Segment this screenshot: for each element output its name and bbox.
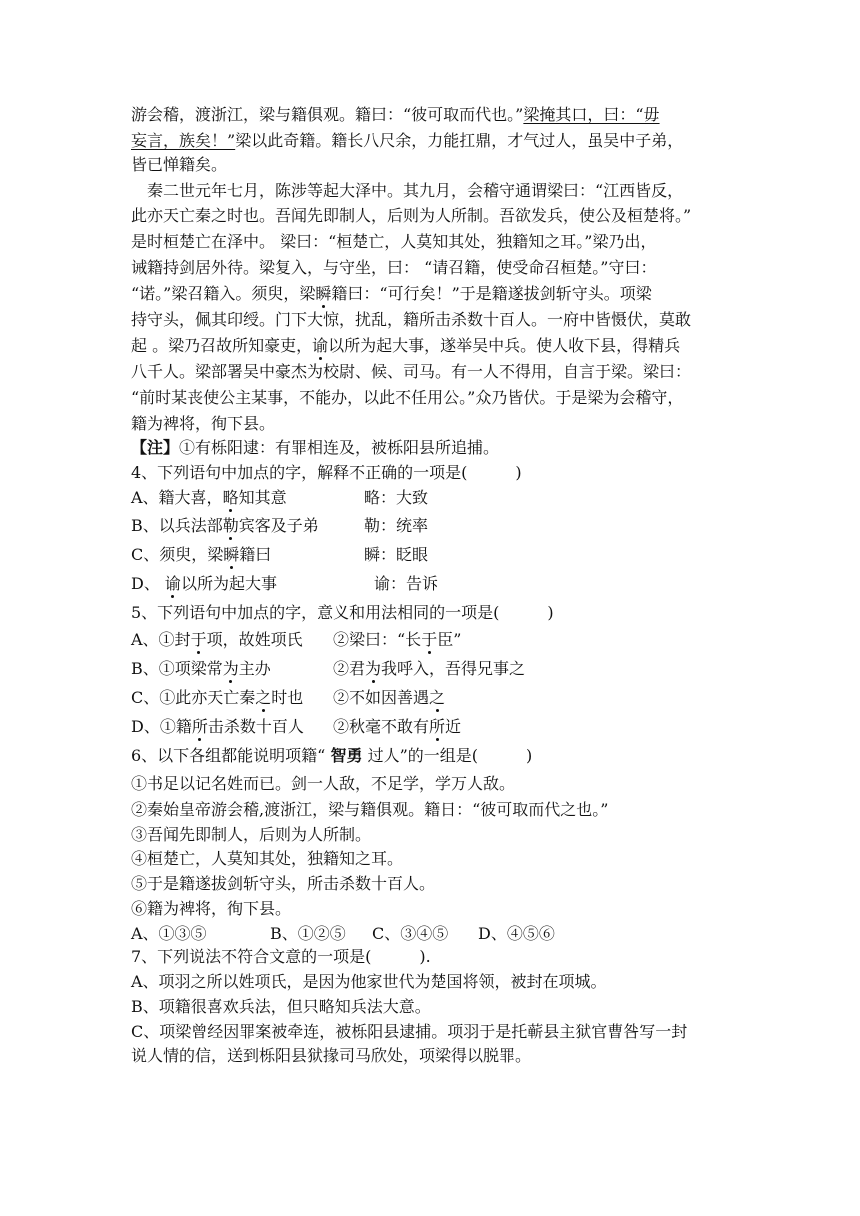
dotted-character: 谕: [164, 574, 181, 593]
option-text: 我呼入，吾得兄事之: [381, 659, 526, 678]
underlined-text: 梁掩其口，曰：“毋: [523, 105, 660, 124]
q7-option-c: C、项梁曾经因罪案被牵连，被栎阳县逮捕。项羽于是托蕲县主狱官曹咎写一封: [131, 1022, 688, 1041]
question-6-stem: [131, 745, 532, 767]
passage-line: “前时某丧使公主某事，不能办，以此不任用公。”众乃皆伏。于是梁为会稽守，: [131, 388, 684, 407]
passage-line: 秦二世元年七月，陈涉等起大泽中。其九月，会稽守通谓梁曰：“江西皆反，: [131, 181, 684, 200]
dotted-character: 所: [429, 717, 446, 736]
q4-option-c: [131, 544, 271, 566]
passage-line: [131, 335, 680, 357]
option-text: C、①此亦天亡秦: [131, 688, 256, 707]
passage-text: 籍曰：“可行矣！”于是籍遂拔剑斩守头。项梁: [331, 284, 652, 303]
dotted-character: 为: [365, 659, 382, 678]
q4-option-a: [131, 487, 287, 509]
passage-line: 籍为裨将，徇下县。: [131, 414, 276, 433]
q6-option-c: C、③④⑤: [372, 924, 449, 943]
passage-text: “诺。”梁召籍入。须臾，梁: [131, 284, 316, 303]
dotted-character: 之: [429, 688, 446, 707]
option-text: 近: [445, 717, 462, 736]
bold-phrase: 智勇: [330, 746, 363, 765]
option-text: ②君: [333, 659, 366, 678]
dotted-character: 略: [222, 488, 239, 507]
option-text: 以所为起大事: [180, 574, 277, 593]
passage-line: 皆已惮籍矣。: [131, 155, 228, 174]
q6-option-a: A、①③⑤: [131, 924, 207, 943]
q5-option-b: [131, 658, 271, 680]
passage-line: 此亦天亡秦之时也。吾闻先即制人，后则为人所制。吾欲发兵，使公及桓楚将。”: [131, 206, 692, 225]
passage-line: 是时桓楚亡在泽中。 梁曰：“桓楚亡，人莫知其处，独籍知之耳。”梁乃出，: [131, 232, 657, 251]
option-text: 宾客及子弟: [238, 516, 319, 535]
q5-option-b-second: [333, 658, 525, 680]
q4-gloss-b: 勒：统率: [364, 516, 429, 535]
option-text: C、须臾，梁: [131, 545, 224, 564]
dotted-character: 之: [255, 688, 272, 707]
q7-option-c-cont: 说人情的信，送到栎阳县狱掾司马欣处，项梁得以脱罪。: [131, 1046, 532, 1065]
passage-text: 游会稽，渡浙江，梁与籍俱观。籍曰：“彼可取而代也。”: [131, 105, 524, 124]
passage-line: [131, 283, 652, 305]
q4-gloss-d: 谕：告诉: [374, 574, 439, 593]
question-4-stem: 4、下列语句中加点的字，解释不正确的一项是( ): [131, 463, 522, 482]
dotted-character: 勒: [222, 516, 239, 535]
option-text: 击杀数十百人: [207, 717, 304, 736]
question-text: 过人”的一组是( ): [367, 746, 533, 765]
q6-option-b: B、①②⑤: [270, 924, 346, 943]
dotted-character: 于: [421, 630, 438, 649]
q5-option-c: [131, 687, 303, 709]
option-text: D、①籍: [131, 717, 192, 736]
q7-option-b: B、项籍很喜欢兵法，但只略知兵法大意。: [131, 997, 431, 1016]
q6-item: ⑤于是籍遂拔剑斩守头，所击杀数十百人。: [131, 874, 436, 893]
option-text: A、籍大喜，: [131, 488, 223, 507]
q5-option-c-second: [333, 687, 445, 709]
note-tag: 【注】: [131, 438, 180, 457]
q5-option-d: [131, 716, 304, 738]
q5-option-d-second: [333, 716, 461, 738]
passage-text: 梁以此奇籍。籍长八尺余，力能扛鼎，才气过人，虽吴中子弟，: [235, 131, 684, 150]
question-5-stem: 5、下列语句中加点的字，意义和用法相同的一项是( ): [131, 603, 554, 622]
option-text: D、: [131, 574, 165, 593]
q5-option-a-second: [333, 629, 461, 651]
q4-option-d: [131, 573, 277, 595]
q6-item: ②秦始皇帝游会稽,渡浙江，梁与籍俱观。籍日：“彼可取而代之也。”: [131, 800, 609, 819]
passage-text: 以所为起大事，遂举吴中兵。使人收下县，得精兵: [328, 336, 681, 355]
q6-item: ①书足以记名姓而已。剑一人敌，不足学，学万人敌。: [131, 774, 516, 793]
option-text: 知其意: [238, 488, 287, 507]
option-text: ②不如因善遇: [333, 688, 430, 707]
dotted-character: 为: [222, 659, 239, 678]
note-line: [131, 437, 499, 459]
dotted-character: 所: [191, 717, 208, 736]
q6-item: ③吾闻先即制人，后则为人所制。: [131, 825, 372, 844]
option-text: A、①封: [131, 630, 191, 649]
passage-text: 起 。梁乃召故所知豪吏，: [131, 336, 313, 355]
option-text: 主办: [238, 659, 271, 678]
option-text: 臣”: [437, 630, 462, 649]
question-7-stem: 7、下列说法不符合文意的一项是( ).: [131, 947, 431, 966]
q6-option-d: D、④⑤⑥: [478, 924, 555, 943]
passage-line: 持守头，佩其印绶。门下大惊，扰乱，籍所击杀数十百人。一府中皆慑伏，莫敢: [131, 310, 692, 329]
note-text: ①有栎阳逮：有罪相连及，被栎阳县所追捕。: [179, 438, 500, 457]
passage-line: 八千人。梁部署吴中豪杰为校尉、候、司马。有一人不得用，自言于梁。梁曰：: [131, 362, 692, 381]
option-text: 时也: [271, 688, 304, 707]
underlined-text: 妄言，族矣！”: [131, 131, 236, 150]
dotted-character: 瞬: [315, 284, 332, 303]
option-text: B、①项梁常: [131, 659, 223, 678]
q4-option-b: [131, 515, 319, 537]
q5-option-a: [131, 629, 303, 651]
passage-line: [131, 104, 660, 126]
dotted-character: 谕: [312, 336, 329, 355]
option-text: 籍曰: [239, 545, 272, 564]
passage-line: [131, 130, 683, 152]
q7-option-a: A、项羽之所以姓项氏，是因为他家世代为楚国将领，被封在项城。: [131, 972, 607, 991]
q4-gloss-c: 瞬：眨眼: [364, 545, 429, 564]
passage-line: 诫籍持剑居外待。梁复入，与守坐，曰： “请召籍，使受命召桓楚。”守曰：: [131, 258, 657, 277]
dotted-character: 瞬: [223, 545, 240, 564]
question-text: 6、以下各组都能说明项籍“: [131, 746, 326, 765]
option-text: 项，故姓项氏: [206, 630, 303, 649]
dotted-character: 于: [190, 630, 207, 649]
option-text: ②秋毫不敢有: [333, 717, 430, 736]
q4-gloss-a: 略：大致: [364, 488, 429, 507]
option-text: ②梁曰：“长: [333, 630, 422, 649]
q6-item: ④桓楚亡，人莫知其处，独籍知之耳。: [131, 849, 404, 868]
q6-item: ⑥籍为裨将，徇下县。: [131, 899, 292, 918]
option-text: B、以兵法部: [131, 516, 223, 535]
